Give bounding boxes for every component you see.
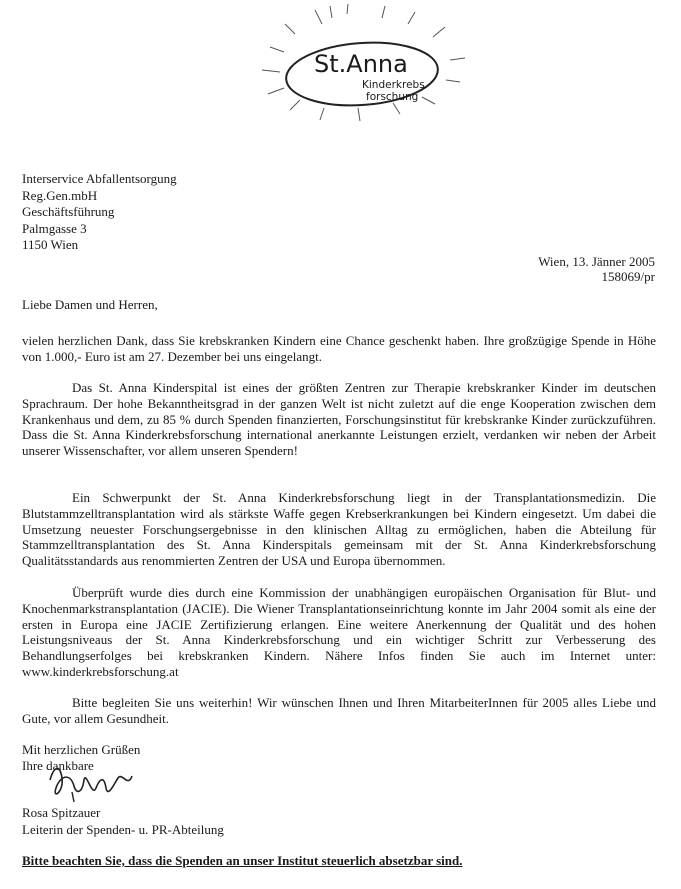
closing-line: Mit herzlichen Grüßen bbox=[22, 742, 141, 757]
closing-line: Ihre dankbare bbox=[22, 758, 94, 773]
st-anna-logo bbox=[250, 2, 475, 124]
logo-line2: forschung bbox=[366, 91, 419, 103]
logo-name: St.Anna bbox=[314, 50, 408, 78]
recipient-line: Interservice Abfallentsorgung bbox=[22, 171, 177, 186]
paragraph-thanks: vielen herzlichen Dank, dass Sie krebskranken Kindern eine Chance geschenkt haben. Ihre großzügige Spende in Höhe von 1.000,- Euro ist am 27. Dezember bei uns eingelangt. bbox=[22, 333, 656, 364]
signer bbox=[22, 805, 224, 838]
recipient-line: 1150 Wien bbox=[22, 237, 79, 252]
tax-deductible-note: Bitte beachten Sie, dass die Spenden an unser Institut steuerlich absetzbar sind. bbox=[22, 853, 463, 868]
recipient-address bbox=[22, 171, 177, 254]
salutation: Liebe Damen und Herren, bbox=[22, 297, 158, 312]
paragraph-jacie: Überprüft wurde dies durch eine Kommission der unabhängigen europäischen Organisation für Blut- und Knochenmarkstransplantation (JACIE). Die Wiener Transplantationseinrichtung konnte im Jahr 2004 somit als eine der ersten in Europa eine JACIE Zertifizierung erlangen. Eine weitere Anerkennung der Qualität und des hohen Leistungsniveaus der St. Anna Kinderkrebsforschung und ein wichtiger Schritt zur Verbesserung des Behandlungserfolges bei krebskranken Kindern. Nähere Infos finden Sie auch im Internet unter: www.kinderkrebsforschung.at bbox=[22, 585, 656, 679]
letter-date: Wien, 13. Jänner 2005 bbox=[538, 254, 655, 269]
date-block bbox=[538, 254, 655, 284]
recipient-line: Geschäftsführung bbox=[22, 204, 115, 219]
logo-line1: Kinderkrebs bbox=[362, 79, 425, 91]
recipient-line: Palmgasse 3 bbox=[22, 220, 87, 236]
signer-name: Rosa Spitzauer bbox=[22, 805, 101, 820]
recipient-line: Reg.Gen.mbH bbox=[22, 187, 98, 203]
paragraph-about-hospital: Das St. Anna Kinderspital ist eines der größten Zentren zur Therapie krebskranker Kinder im deutschen Sprachraum. Der hohe Bekanntheitsgrad in der ganzen Welt ist nicht zuletzt auf die enge Kooperation zwischen dem Krankenhaus und dem, zu 85 % durch Spenden finanzierten, Forschungsinstitut für krebskranke Kinder zurückzuführen. Dass die St. Anna Kinderkrebsforschung international anerkannte Leistungen erzielt, verdanken wir neben der Arbeit unserer Wissenschafter, vor allem unseren Spendern! bbox=[22, 380, 656, 459]
signer-title: Leiterin der Spenden- u. PR-Abteilung bbox=[22, 821, 224, 837]
handwritten-signature bbox=[44, 758, 136, 804]
paragraph-wishes: Bitte begleiten Sie uns weiterhin! Wir wünschen Ihnen und Ihren MitarbeiterInnen für 2005 alles Liebe und Gute, vor allem Gesundheit. bbox=[22, 695, 656, 726]
letter-reference: 158069/pr bbox=[601, 269, 655, 284]
paragraph-transplantation: Ein Schwerpunkt der St. Anna Kinderkrebsforschung liegt in der Transplantationsmedizin. Die Blutstammzelltransplantation wird als stärkste Waffe gegen Krebserkrankungen bei Kindern eingesetzt. Um dabei die Umsetzung neuester Forschungsergebnisse in den klinischen Alltag zu ermöglichen, haben die Abteilung für Stammzelltransplantation des St. Anna Kinderspitals gemeinsam mit der St. Anna Kinderkrebsforschung Qualitätsstandards aus renommierten Zentren der USA und Europa übernommen. bbox=[22, 490, 656, 569]
